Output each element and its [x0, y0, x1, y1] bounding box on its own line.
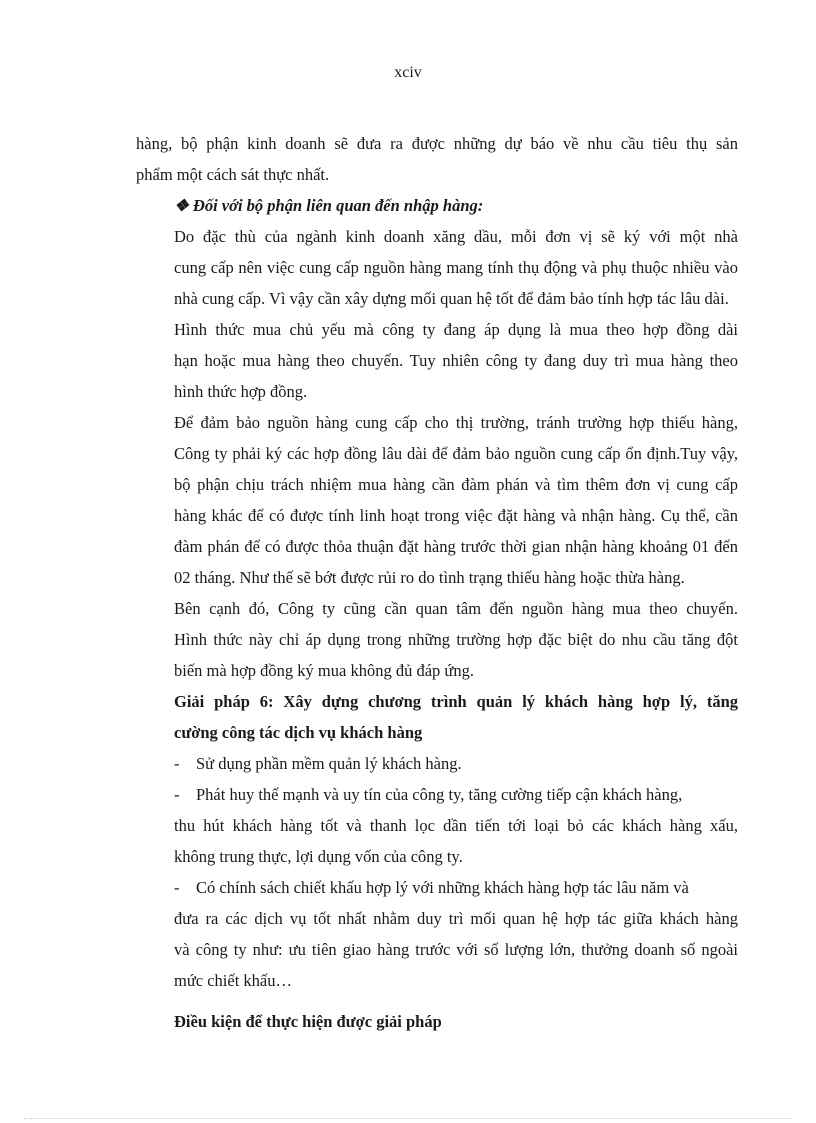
text-line: hình thức hợp đồng.	[174, 382, 308, 401]
bullet-text: Sử dụng phần mềm quản lý khách hàng.	[196, 754, 462, 773]
text-line: thu hút khách hàng tốt và thanh lọc dần tiến tới loại bỏ các khách hàng xấu,	[174, 816, 738, 835]
paragraph-bullet3-continuation	[136, 903, 738, 996]
page-bottom-divider	[24, 1118, 792, 1119]
paragraph-spot-purchases	[136, 593, 738, 686]
section-heading-import: ❖ Đối với bộ phận liên quan đến nhập hàng:	[174, 196, 484, 215]
dash-marker: -	[174, 878, 180, 897]
paragraph-purchase-form	[136, 314, 738, 407]
text-line: Bên cạnh đó, Công ty cũng cần quan tâm đến nguồn hàng mua theo chuyến.	[174, 599, 738, 618]
text-line: biến mà hợp đồng ký mua không đủ đáp ứng.	[174, 661, 474, 680]
dash-marker: -	[174, 754, 180, 773]
dash-marker: -	[174, 785, 180, 804]
bullet-item-strengths	[136, 779, 738, 810]
paragraph-petroleum-suppliers	[136, 221, 738, 314]
text-line: bộ phận chịu trách nhiệm mua hàng cần đàm phán và tìm thêm đơn vị cung cấp	[174, 475, 738, 494]
text-line: hạn hoặc mua hàng theo chuyến. Tuy nhiên công ty đang duy trì mua hàng theo	[174, 351, 738, 370]
conditions-heading: Điều kiện để thực hiện được giải pháp	[174, 1012, 442, 1031]
text-line: nhà cung cấp. Vì vậy cần xây dựng mối quan hệ tốt để đảm bảo tính hợp tác lâu dài.	[174, 289, 729, 308]
text-line: đàm phán để có được thỏa thuận đặt hàng trước thời gian nhận hàng khoảng 01 đến	[174, 537, 738, 556]
paragraph-bullet2-continuation	[136, 810, 738, 872]
text-line: Để đảm bảo nguồn hàng cung cấp cho thị trường, tránh trường hợp thiếu hàng,	[174, 413, 738, 432]
text-line: hàng, bộ phận kinh doanh sẽ đưa ra được những dự báo về nhu cầu tiêu thụ sản	[136, 134, 738, 153]
text-line: đưa ra các dịch vụ tốt nhất nhằm duy trì mối quan hệ hợp tác giữa khách hàng	[174, 909, 738, 928]
text-line: Công ty phải ký các hợp đồng lâu dài để đảm bảo nguồn cung cấp ổn định.Tuy vậy,	[174, 444, 738, 463]
text-line: Hình thức mua chủ yếu mà công ty đang áp dụng là mua theo hợp đồng dài	[174, 320, 738, 339]
page-number: xciv	[394, 64, 422, 81]
text-line: và công ty như: ưu tiên giao hàng trước với số lượng lớn, thưởng doanh số ngoài	[174, 940, 738, 959]
bullet-text: Có chính sách chiết khấu hợp lý với những khách hàng hợp tác lâu năm và	[196, 878, 689, 897]
text-line: Hình thức này chỉ áp dụng trong những trường hợp đặc biệt do nhu cầu tăng đột	[174, 630, 738, 649]
paragraph-sales-forecast	[136, 128, 738, 190]
bullet-item-discount-policy	[136, 872, 738, 903]
text-line: cung cấp nên việc cung cấp nguồn hàng mang tính thụ động và phụ thuộc nhiều vào	[174, 258, 738, 277]
text-line: Do đặc thù của ngành kinh doanh xăng dầu, mỗi đơn vị sẽ ký với một nhà	[174, 227, 738, 246]
text-line: mức chiết khấu…	[174, 971, 292, 990]
solution-6-heading	[136, 686, 738, 748]
document-body	[136, 128, 738, 1037]
text-line: cường công tác dịch vụ khách hàng	[174, 723, 423, 742]
text-line: hàng khác để có được tính linh hoạt trong việc đặt hàng và nhận hàng. Cụ thể, cần	[174, 506, 738, 525]
text-line: không trung thực, lợi dụng vốn của công ty.	[174, 847, 463, 866]
bullet-text: Phát huy thế mạnh và uy tín của công ty, tăng cường tiếp cận khách hàng,	[196, 785, 683, 804]
bullet-item-software	[136, 748, 738, 779]
text-line: phẩm một cách sát thực nhất.	[136, 165, 330, 184]
text-line: Giải pháp 6: Xây dựng chương trình quản lý khách hàng hợp lý, tăng	[174, 692, 738, 711]
text-line: 02 tháng. Như thế sẽ bớt được rủi ro do tình trạng thiếu hàng hoặc thừa hàng.	[174, 568, 685, 587]
paragraph-supply-contracts	[136, 407, 738, 593]
